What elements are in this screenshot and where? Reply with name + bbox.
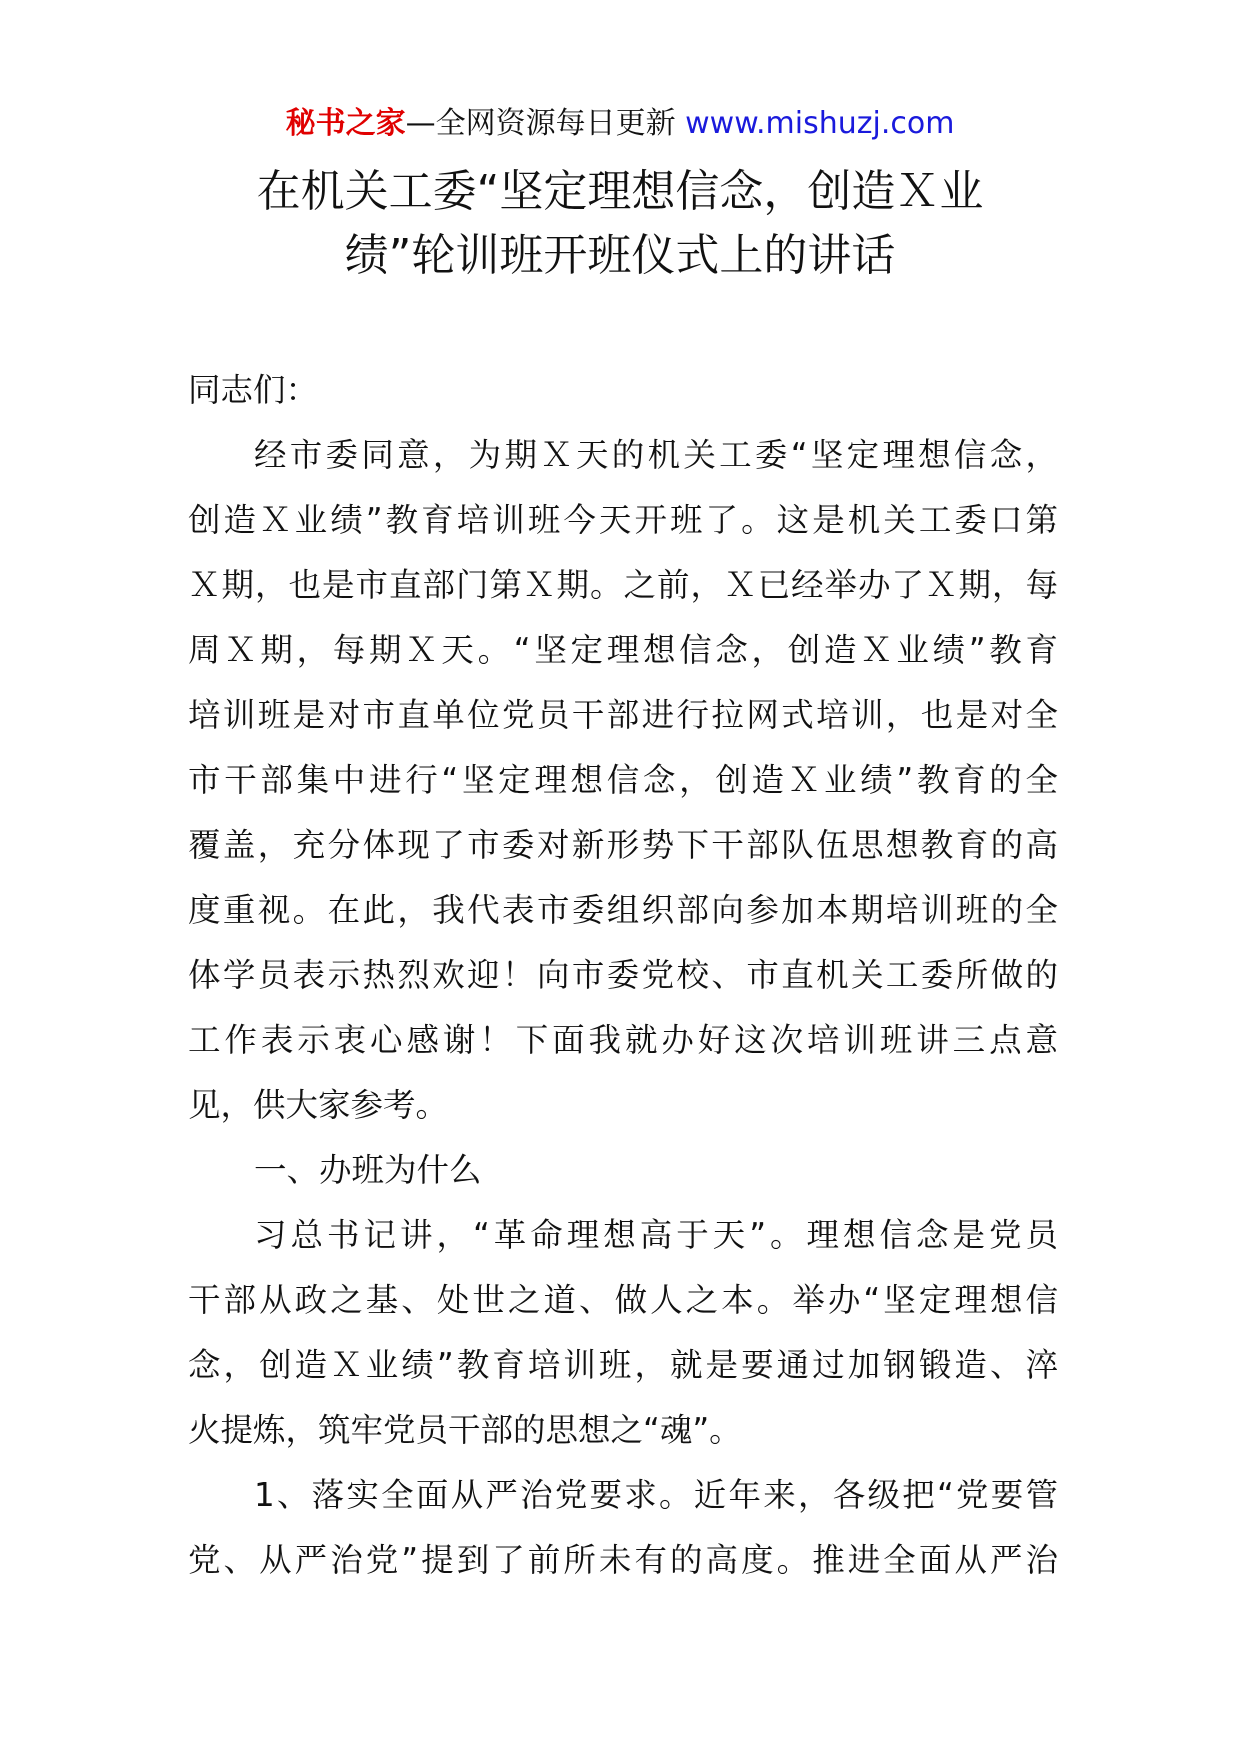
body-line: 周Ｘ期，每期Ｘ天。“坚定理想信念，创造Ｘ业绩”教育 xyxy=(188,631,1058,669)
body-line: 念，创造Ｘ业绩”教育培训班，就是要通过加钢锻造、淬 xyxy=(188,1346,1058,1384)
body-line: 党、从严治党”提到了前所未有的高度。推进全面从严治 xyxy=(188,1541,1058,1579)
document-title xyxy=(160,160,1080,288)
body-line: 1、落实全面从严治党要求。近年来，各级把“党要管 xyxy=(254,1476,1058,1514)
title-line-2: 绩”轮训班开班仪式上的讲话 xyxy=(344,230,896,281)
body-line: 经市委同意，为期Ｘ天的机关工委“坚定理想信念， xyxy=(254,436,1058,474)
body-line: 培训班是对市直单位党员干部进行拉网式培训，也是对全 xyxy=(188,696,1058,734)
banner-url[interactable]: www.mishuzj.com xyxy=(685,106,955,141)
body-line: 干部从政之基、处世之道、做人之本。举办“坚定理想信 xyxy=(188,1281,1058,1319)
body-line: 体学员表示热烈欢迎！向市委党校、市直机关工委所做的 xyxy=(188,956,1058,994)
body-line: 工作表示衷心感谢！下面我就办好这次培训班讲三点意 xyxy=(188,1021,1058,1059)
body-line: 覆盖，充分体现了市委对新形势下干部队伍思想教育的高 xyxy=(188,826,1058,864)
banner-brand: 秘书之家 xyxy=(285,106,406,141)
body-line: 市干部集中进行“坚定理想信念，创造Ｘ业绩”教育的全 xyxy=(188,761,1058,799)
body-line: 度重视。在此，我代表市委组织部向参加本期培训班的全 xyxy=(188,891,1058,929)
document-body xyxy=(188,358,1058,1593)
section-heading: 一、办班为什么 xyxy=(254,1151,482,1189)
body-line: 见，供大家参考。 xyxy=(188,1086,449,1124)
salutation: 同志们： xyxy=(188,371,319,409)
site-banner xyxy=(0,102,1240,146)
body-line: 习总书记讲，“革命理想高于天”。理想信念是党员 xyxy=(254,1216,1058,1254)
body-line: 火提炼，筑牢党员干部的思想之“魂”。 xyxy=(188,1411,742,1449)
title-line-1: 在机关工委“坚定理想信念，创造Ｘ业 xyxy=(256,166,984,217)
body-line: Ｘ期，也是市直部门第Ｘ期。之前，Ｘ已经举办了Ｘ期，每 xyxy=(188,566,1058,604)
banner-slogan: —全网资源每日更新 xyxy=(405,106,686,141)
body-line: 创造Ｘ业绩”教育培训班今天开班了。这是机关工委口第 xyxy=(188,501,1058,539)
